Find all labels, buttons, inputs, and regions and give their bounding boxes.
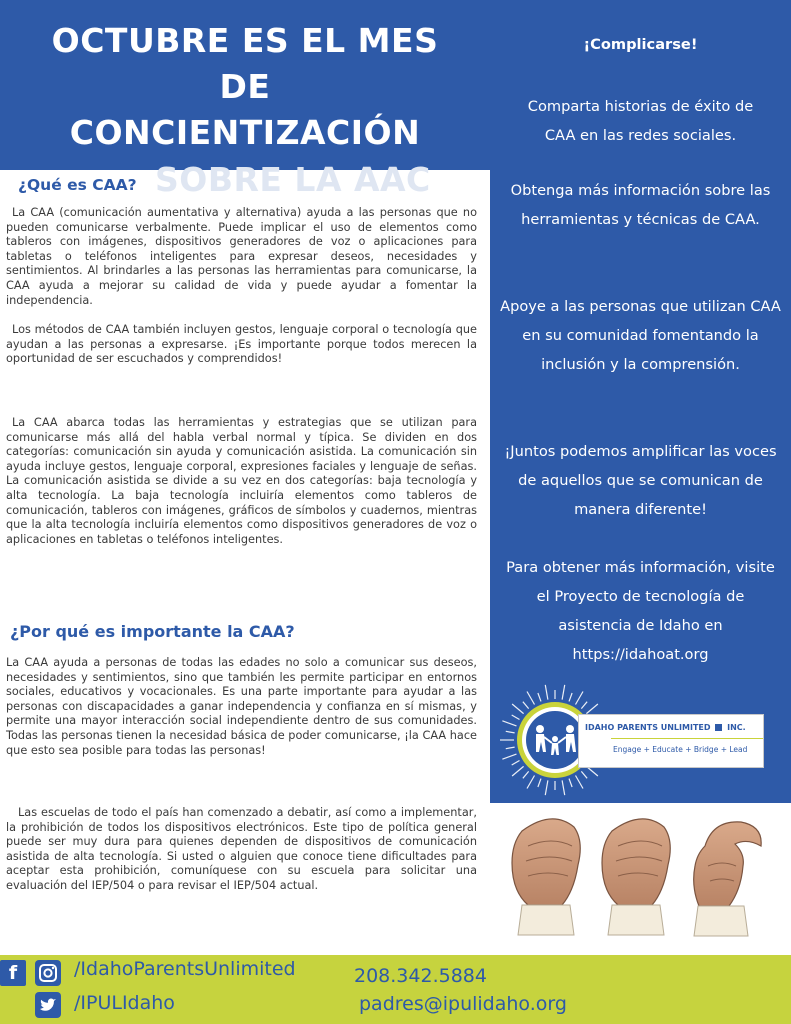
logo-ray [545,685,548,700]
hand-sign-c-3 [694,822,761,936]
email-address[interactable]: padres@ipulidaho.org [359,993,567,1015]
logo-ray [576,692,584,705]
logo-ray [586,704,597,714]
paragraph-por-que-2: Las escuelas de todo el país han comenzado a debatir, así como a implementar, la prohibición de todos los dispositivos electrónicos. Este tipo de política general puede ser muy dura para quienes dependen de dispositivos de comunicación asistida de alta tecnología. Si usted o alguien que conoce tiene dificultades para aceptar esta prohibición, comuníquese con su escuela para solicitar una evaluación del IEP/504 o para revisar el IEP/504 actual. [6,806,477,892]
logo-ray [512,704,523,714]
logo-divider [611,738,763,739]
logo-mark-icon [715,724,722,731]
paragraph-que-es-2: Los métodos de CAA también incluyen gestos, lenguaje corporal o tecnología que ayudan a las personas a expresarse. ¡Es importante porque todos merecen la oportunidad de ser escuchados y comprendidos! [6,323,477,366]
hand-sign-c-1 [512,819,580,935]
logo-ray [512,715,520,720]
sign-language-hands-illustration [500,806,791,946]
sidebar-item-together: ¡Juntos podemos amplificar las voces de aquellos que se comunican de manera diferente! [504,443,777,518]
paragraph-que-es-3: La CAA abarca todas las herramientas y estrategias que se utilizan para comunicarse más allá del habla verbal normal y típica. Se dividen en dos categorías: comunicación sin ayuda y comunicación asistida. La comunicación sin ayuda incluye gestos, lenguaje corporal, expresiones faciales y lenguaje de señas. La comunicación asistida se divide a su vez en dos categorías: baja tecnología y alta tecnología. La baja tecnología incluiría elementos como tableros de comunicación, tableros con imágenes, gráficos de símbolos y cuadernos, mientras que la alta tecnología incluiría elementos como dispositivos generadores de voz o aplicaciones en tabletas o teléfonos inteligentes. [6,416,477,546]
social-handle-twitter[interactable]: /IPULIdaho [74,992,175,1014]
instagram-icon[interactable] [35,960,61,986]
logo-tagline: Engage + Educate + Bridge + Lead [613,745,748,754]
logo-ray [527,692,535,705]
logo-ray [545,780,548,795]
logo-ray [527,776,535,789]
logo-ray [502,754,516,759]
logo-ray [576,776,584,789]
section-heading-por-que: ¿Por qué es importante la CAA? [10,622,295,641]
logo-ray [581,702,587,709]
social-handle-facebook-instagram[interactable]: /IdahoParentsUnlimited [74,958,296,980]
logo-ray [569,779,572,787]
sidebar-heading: ¡Complicarse! [583,36,698,53]
twitter-icon[interactable] [35,992,61,1018]
facebook-icon[interactable]: f [0,960,26,986]
logo-name: IDAHO PARENTS UNLIMITED INC. [585,723,746,732]
sidebar-item-share: Comparta historias de éxito de CAA en las redes sociales. [527,98,754,144]
logo-ray [523,702,529,709]
paragraph-por-que-1: La CAA ayuda a personas de todas las edades no solo a comunicar sus deseos, necesidades y sentimientos, sino que también les permite participar en entornos sociales, educativos y vocacionales. Es una parte importante para ayudar a las personas con discapacidades a ganar independencia y confianza en sí mismas, y permite una mayor interacción social independiente dentro de sus comunidades. Todas las personas tienen la necesidad básica de poder comunicarse, ¡la CAA hace que esto sea posible para todas las personas! [6,656,477,757]
hand-sign-c-2 [602,819,670,935]
sidebar-item-support: Apoye a las personas que utilizan CAA en su comunidad fomentando la inclusión y la comprensión. [500,298,781,373]
logo-card [578,714,764,768]
logo-ray [506,731,515,733]
phone-number[interactable]: 208.342.5884 [354,965,487,987]
logo-ray [502,721,516,726]
page-title [10,0,480,156]
logo-ray [562,780,565,795]
logo-ray [562,685,565,700]
logo-ray [538,779,541,787]
paragraph-que-es-1: La CAA (comunicación aumentativa y alternativa) ayuda a las personas que no pueden comunicarse verbalmente. Puede implicar el uso de elementos como tableros con imágenes, dispositivos generadores de voz o aplicaciones para tabletas o teléfonos inteligentes para expresar deseos, necesidades y sentimientos. Al brindarles a las personas las herramientas para comunicarse, la CAA ayuda a mejorar su calidad de vida y puede ayudar a fomentar la independencia. [6,206,477,307]
logo-ray [506,747,515,749]
header-banner [0,0,490,170]
footer-bar [0,955,791,1024]
logo-ray [538,693,541,701]
title-line-1: OCTUBRE ES EL MES [51,21,439,60]
title-line-2: DE [219,67,271,106]
logo-ray [523,771,529,778]
title-overflow-text: SOBRE LA AAC [155,160,431,199]
title-line-3: CONCIENTIZACIÓN [69,113,421,152]
sidebar-item-learn: Obtenga más información sobre las herramientas y técnicas de CAA. [510,182,771,228]
logo-ray [512,766,523,776]
logo-ray [581,771,587,778]
sidebar-item-more-info: Para obtener más información, visite el Proyecto de tecnología de asistencia de Idaho en https://idahoat.org [506,559,775,663]
section-heading-que-es: ¿Qué es CAA? [18,176,137,194]
logo-ray [512,761,520,766]
logo-ray [569,693,572,701]
